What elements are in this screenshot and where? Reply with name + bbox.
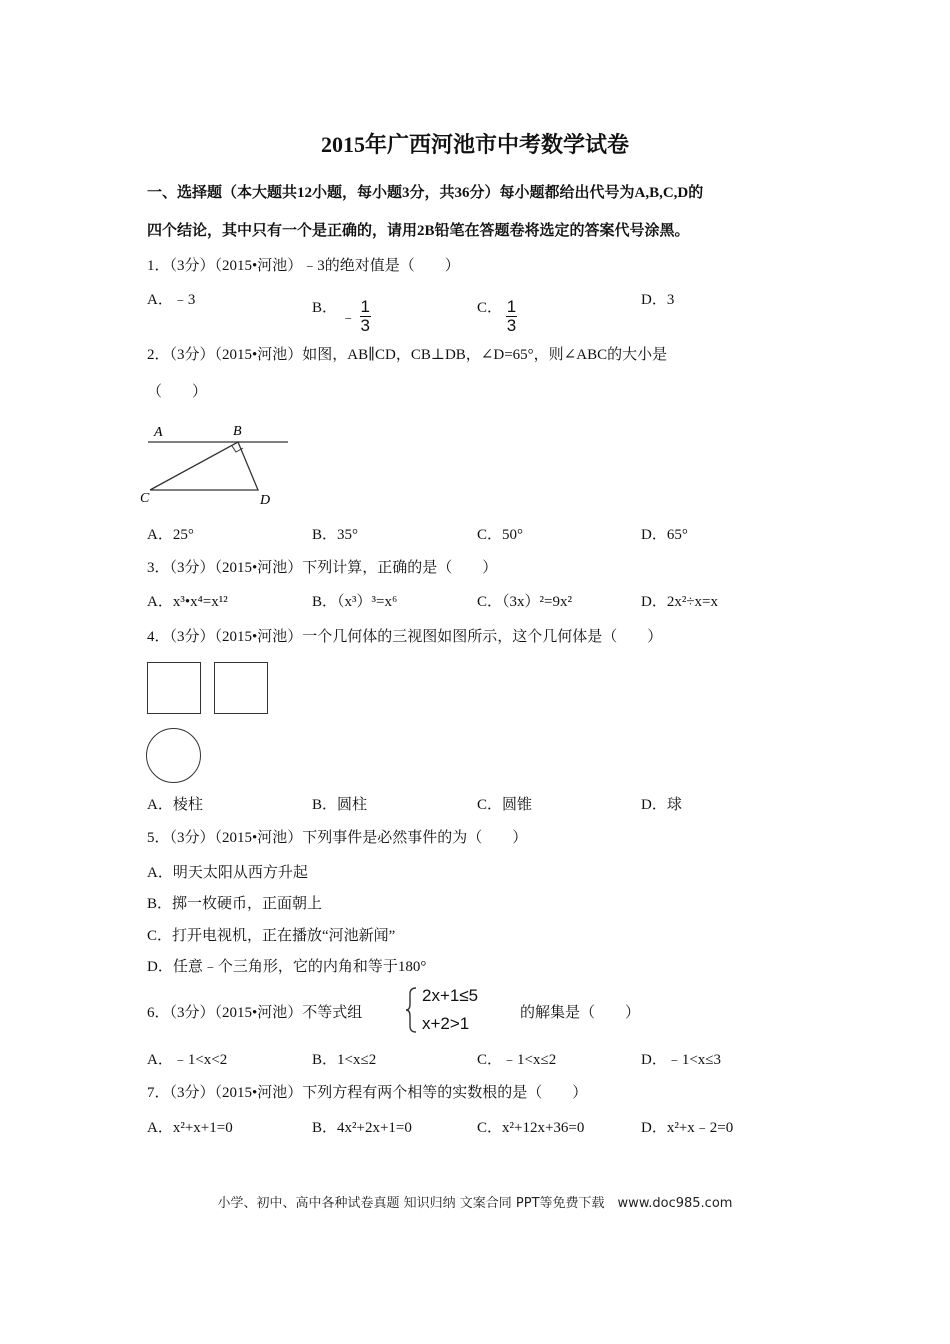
q5-option-d: D．任意﹣个三角形，它的内角和等于180° — [147, 959, 427, 975]
fraction — [506, 298, 517, 335]
q4-option-c: C．圆锥 — [477, 797, 533, 813]
section-heading-line1: 一、选择题（本大题共12小题，每小题3分，共36分）每小题都给出代号为A,B,C,D的 — [147, 185, 704, 201]
q2-option-d: D．65° — [641, 527, 688, 543]
question-2: 2．（3分）（2015•河池）如图，AB∥CD，CB⊥DB，∠D=65°，则∠ABC的大小是 — [147, 347, 668, 363]
label-d: D — [260, 493, 271, 508]
question-7: 7．（3分）（2015•河池）下列方程有两个相等的实数根的是（ ） — [147, 1085, 588, 1101]
q1-option-d: D．3 — [641, 292, 675, 308]
q1-option-b-sign: ﹣ — [340, 309, 356, 326]
denominator: 3 — [506, 316, 517, 335]
front-view-square — [147, 662, 201, 714]
page-title: 2015年广西河池市中考数学试卷 — [320, 132, 629, 157]
q6-option-d: D．﹣1<x≤3 — [641, 1052, 722, 1068]
q1-option-c-label: C． — [477, 299, 503, 316]
q6-option-a: A．﹣1<x<2 — [147, 1052, 228, 1068]
q1-option-b — [312, 290, 371, 335]
denominator: 3 — [360, 316, 370, 335]
q1-option-a: A．﹣3 — [147, 292, 196, 308]
footer-text: 小学、初中、高中各种试卷真题 知识归纳 文案合同 PPT等免费下载 www.doc985.com — [217, 1196, 733, 1211]
question-2-paren: （ ） — [147, 384, 208, 400]
q5-option-b: B．掷一枚硬币，正面朝上 — [147, 896, 323, 912]
q7-option-c: C．x²+12x+36=0 — [477, 1120, 585, 1136]
q7-option-a: A．x²+x+1=0 — [147, 1120, 233, 1136]
question-5: 5．（3分）（2015•河池）下列事件是必然事件的为（ ） — [147, 830, 528, 846]
label-c: C — [140, 491, 150, 506]
q1-option-b-label: B． — [312, 299, 338, 316]
q2-option-a: A．25° — [147, 527, 194, 543]
question-6-tail: 的解集是（ ） — [520, 1005, 641, 1021]
inequality-1: 2x+1≤5 — [422, 986, 479, 1005]
q6-option-b: B．1<x≤2 — [312, 1052, 377, 1068]
question-6: 6．（3分）（2015•河池）不等式组 — [147, 1005, 363, 1021]
q4-option-d: D．球 — [641, 797, 682, 813]
q4-option-a: A．棱柱 — [147, 797, 203, 813]
q3-option-b: B．（x³）³=x⁶ — [312, 594, 398, 610]
inequality-2: x+2>1 — [422, 1014, 470, 1033]
numerator: 1 — [360, 297, 370, 316]
parallel-lines-triangle-figure — [140, 418, 300, 510]
q7-option-d: D．x²+x﹣2=0 — [641, 1120, 734, 1136]
section-heading-line2: 四个结论，其中只有一个是正确的，请用2B铅笔在答题卷将选定的答案代号涂黑。 — [147, 223, 690, 239]
top-view-circle — [146, 728, 201, 783]
q3-option-a: A．x³•x⁴=x¹² — [147, 594, 228, 610]
question-1: 1．（3分）（2015•河池）﹣3的绝对值是（ ） — [147, 258, 460, 274]
side-view-square — [214, 662, 268, 714]
q7-option-b: B．4x²+2x+1=0 — [312, 1120, 412, 1136]
q6-option-c: C．﹣1<x≤2 — [477, 1052, 557, 1068]
q3-option-d: D．2x²÷x=x — [641, 594, 719, 610]
fraction — [360, 298, 371, 335]
q1-option-c — [477, 290, 517, 335]
q3-option-c: C．（3x）²=9x² — [477, 594, 572, 610]
q2-option-c: C．50° — [477, 527, 524, 543]
question-4: 4．（3分）（2015•河池）一个几何体的三视图如图所示，这个几何体是（ ） — [147, 629, 663, 645]
q5-option-c: C．打开电视机，正在播放“河池新闻” — [147, 928, 396, 944]
q2-option-b: B．35° — [312, 527, 359, 543]
brace-icon — [404, 986, 418, 1034]
question-3: 3．（3分）（2015•河池）下列计算，正确的是（ ） — [147, 560, 498, 576]
label-b: B — [233, 424, 242, 439]
q5-option-a: A．明天太阳从西方升起 — [147, 865, 308, 881]
q4-option-b: B．圆柱 — [312, 797, 368, 813]
numerator: 1 — [506, 297, 517, 316]
label-a: A — [154, 425, 163, 440]
